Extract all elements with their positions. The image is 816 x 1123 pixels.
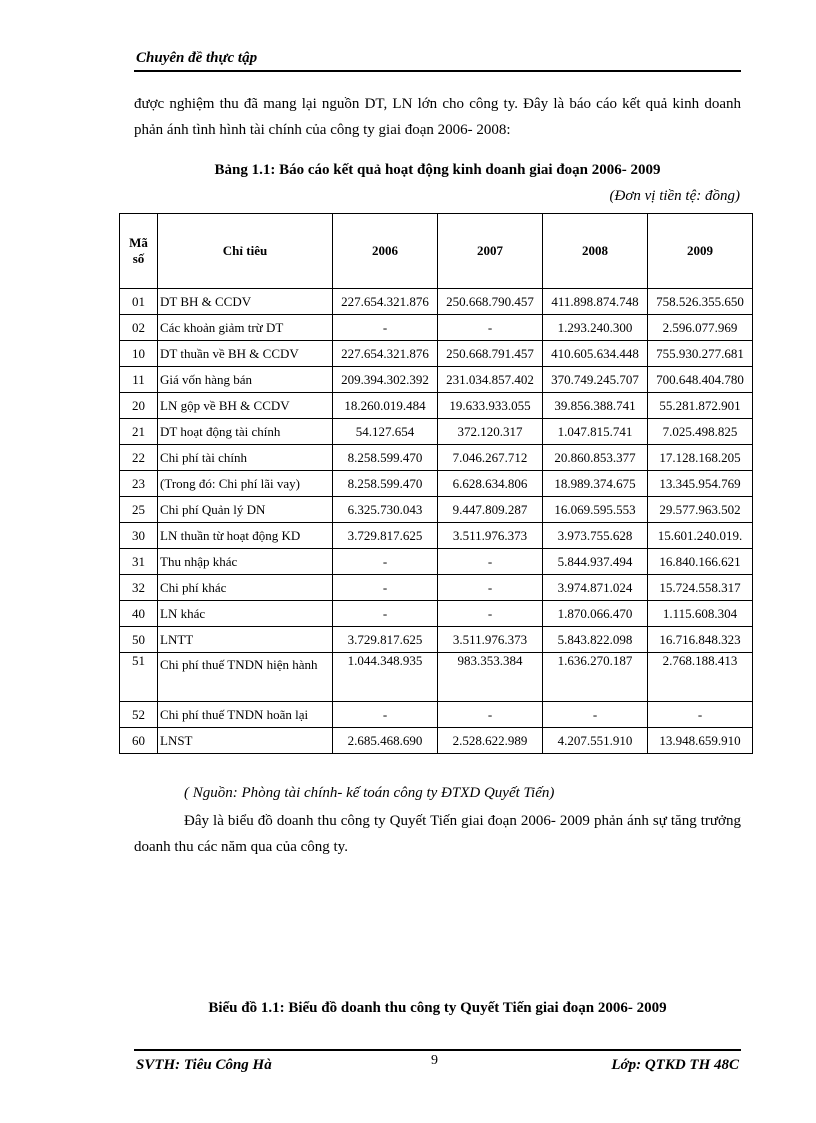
table-row <box>120 728 753 754</box>
table-row <box>120 497 753 523</box>
intro-paragraph: được nghiệm thu đã mang lại nguồn DT, LN lớn cho công ty. Đây là báo cáo kết quả kinh doanh phản ánh tình hình tài chính của công ty giai đoạn 2006- 2008: <box>134 96 741 138</box>
cell-value: 4.207.551.910 <box>543 728 648 754</box>
table-row <box>120 627 753 653</box>
cell-value: 370.749.245.707 <box>543 367 648 393</box>
cell-code: 50 <box>120 627 158 653</box>
cell-value: 3.511.976.373 <box>438 523 543 549</box>
cell-indicator: Giá vốn hàng bán <box>158 367 333 393</box>
cell-value: 5.843.822.098 <box>543 627 648 653</box>
cell-value: - <box>333 315 438 341</box>
cell-value: 3.729.817.625 <box>333 523 438 549</box>
cell-indicator: DT thuần về BH & CCDV <box>158 341 333 367</box>
table-row <box>120 419 753 445</box>
cell-value: 700.648.404.780 <box>648 367 753 393</box>
cell-indicator: (Trong đó: Chi phí lãi vay) <box>158 471 333 497</box>
cell-value: 250.668.791.457 <box>438 341 543 367</box>
cell-value: 209.394.302.392 <box>333 367 438 393</box>
cell-value: 231.034.857.402 <box>438 367 543 393</box>
cell-value: 54.127.654 <box>333 419 438 445</box>
cell-indicator: Các khoản giảm trừ DT <box>158 315 333 341</box>
table-row <box>120 523 753 549</box>
cell-code: 30 <box>120 523 158 549</box>
cell-code: 51 <box>120 653 158 702</box>
cell-value: 13.948.659.910 <box>648 728 753 754</box>
cell-indicator: LN gộp về BH & CCDV <box>158 393 333 419</box>
cell-value: 8.258.599.470 <box>333 471 438 497</box>
table-row <box>120 549 753 575</box>
cell-indicator: Chi phí khác <box>158 575 333 601</box>
cell-indicator: Chi phí thuế TNDN hiện hành <box>158 653 333 702</box>
cell-value: 1.044.348.935 <box>333 653 438 702</box>
cell-value: - <box>648 702 753 728</box>
cell-value: 758.526.355.650 <box>648 289 753 315</box>
cell-code: 21 <box>120 419 158 445</box>
cell-value: 2.768.188.413 <box>648 653 753 702</box>
cell-value: 55.281.872.901 <box>648 393 753 419</box>
table-row <box>120 393 753 419</box>
table-row <box>120 702 753 728</box>
cell-value: 7.025.498.825 <box>648 419 753 445</box>
cell-value: 372.120.317 <box>438 419 543 445</box>
cell-code: 11 <box>120 367 158 393</box>
cell-value: 9.447.809.287 <box>438 497 543 523</box>
table-row <box>120 471 753 497</box>
cell-code: 40 <box>120 601 158 627</box>
cell-indicator: LNST <box>158 728 333 754</box>
cell-value: 18.260.019.484 <box>333 393 438 419</box>
header-title: Chuyên đề thực tập <box>136 50 258 66</box>
cell-value: - <box>333 601 438 627</box>
cell-value: 227.654.321.876 <box>333 289 438 315</box>
cell-indicator: DT BH & CCDV <box>158 289 333 315</box>
table-row <box>120 601 753 627</box>
table-body <box>120 289 753 754</box>
cell-value: 411.898.874.748 <box>543 289 648 315</box>
cell-value: 16.069.595.553 <box>543 497 648 523</box>
cell-value: 1.870.066.470 <box>543 601 648 627</box>
table-row <box>120 445 753 471</box>
cell-value: 16.716.848.323 <box>648 627 753 653</box>
cell-value: - <box>438 315 543 341</box>
table-row <box>120 575 753 601</box>
cell-indicator: LN thuần từ hoạt động KD <box>158 523 333 549</box>
table-row <box>120 653 753 702</box>
page-footer <box>134 1049 741 1079</box>
header-2007: 2007 <box>438 214 543 289</box>
cell-value: - <box>438 575 543 601</box>
business-results-table <box>119 213 753 754</box>
table-row <box>120 315 753 341</box>
cell-code: 60 <box>120 728 158 754</box>
cell-value: - <box>333 549 438 575</box>
cell-indicator: Chi phí thuế TNDN hoãn lại <box>158 702 333 728</box>
cell-value: - <box>543 702 648 728</box>
table-caption: Bảng 1.1: Báo cáo kết quả hoạt động kinh doanh giai đoạn 2006- 2009 <box>214 162 661 178</box>
page-number: 9 <box>431 1053 438 1068</box>
cell-value: 755.930.277.681 <box>648 341 753 367</box>
cell-value: 410.605.634.448 <box>543 341 648 367</box>
cell-code: 32 <box>120 575 158 601</box>
cell-value: 15.724.558.317 <box>648 575 753 601</box>
cell-value: 19.633.933.055 <box>438 393 543 419</box>
chart-intro-paragraph: Đây là biểu đồ doanh thu công ty Quyết Tiến giai đoạn 2006- 2009 phản ánh sự tăng trưởng doanh thu các năm qua của công ty. <box>134 813 741 855</box>
cell-value: 250.668.790.457 <box>438 289 543 315</box>
cell-value: 6.628.634.806 <box>438 471 543 497</box>
cell-value: 3.973.755.628 <box>543 523 648 549</box>
cell-value: 17.128.168.205 <box>648 445 753 471</box>
cell-code: 22 <box>120 445 158 471</box>
cell-value: 3.729.817.625 <box>333 627 438 653</box>
cell-value: 39.856.388.741 <box>543 393 648 419</box>
cell-value: 2.596.077.969 <box>648 315 753 341</box>
cell-value: 1.047.815.741 <box>543 419 648 445</box>
cell-indicator: DT hoạt động tài chính <box>158 419 333 445</box>
cell-code: 10 <box>120 341 158 367</box>
cell-value: - <box>438 601 543 627</box>
cell-value: - <box>333 575 438 601</box>
cell-value: 1.293.240.300 <box>543 315 648 341</box>
cell-indicator: Chi phí tài chính <box>158 445 333 471</box>
cell-code: 25 <box>120 497 158 523</box>
chart-caption: Biểu đồ 1.1: Biểu đồ doanh thu công ty Quyết Tiến giai đoạn 2006- 2009 <box>208 1000 667 1016</box>
table-header-row <box>120 214 753 289</box>
table-row <box>120 341 753 367</box>
cell-code: 31 <box>120 549 158 575</box>
cell-code: 20 <box>120 393 158 419</box>
source-note: ( Nguồn: Phòng tài chính- kế toán công ty ĐTXD Quyết Tiến) <box>184 785 555 801</box>
header-2006: 2006 <box>333 214 438 289</box>
cell-value: 15.601.240.019. <box>648 523 753 549</box>
cell-value: 3.511.976.373 <box>438 627 543 653</box>
cell-indicator: LN khác <box>158 601 333 627</box>
footer-class: Lớp: QTKD TH 48C <box>611 1057 739 1073</box>
cell-value: 13.345.954.769 <box>648 471 753 497</box>
header-indicator: Chỉ tiêu <box>158 214 333 289</box>
cell-value: 6.325.730.043 <box>333 497 438 523</box>
footer-student: SVTH: Tiêu Công Hà <box>136 1057 272 1073</box>
cell-value: 29.577.963.502 <box>648 497 753 523</box>
cell-value: 16.840.166.621 <box>648 549 753 575</box>
cell-value: 18.989.374.675 <box>543 471 648 497</box>
table-row <box>120 367 753 393</box>
cell-value: 5.844.937.494 <box>543 549 648 575</box>
cell-indicator: Chi phí Quản lý DN <box>158 497 333 523</box>
cell-indicator: Thu nhập khác <box>158 549 333 575</box>
table-row <box>120 289 753 315</box>
cell-value: - <box>438 549 543 575</box>
cell-value: 2.685.468.690 <box>333 728 438 754</box>
cell-value: 1.636.270.187 <box>543 653 648 702</box>
cell-indicator: LNTT <box>158 627 333 653</box>
header-2009: 2009 <box>648 214 753 289</box>
header-2008: 2008 <box>543 214 648 289</box>
cell-value: 2.528.622.989 <box>438 728 543 754</box>
page-header <box>134 48 741 72</box>
cell-value: 20.860.853.377 <box>543 445 648 471</box>
cell-value: - <box>438 702 543 728</box>
cell-value: 3.974.871.024 <box>543 575 648 601</box>
cell-value: 983.353.384 <box>438 653 543 702</box>
cell-value: 7.046.267.712 <box>438 445 543 471</box>
currency-unit: (Đơn vị tiền tệ: đồng) <box>609 188 740 204</box>
cell-value: - <box>333 702 438 728</box>
cell-code: 52 <box>120 702 158 728</box>
cell-value: 8.258.599.470 <box>333 445 438 471</box>
cell-code: 23 <box>120 471 158 497</box>
cell-value: 227.654.321.876 <box>333 341 438 367</box>
header-code: Mã số <box>120 214 158 289</box>
cell-value: 1.115.608.304 <box>648 601 753 627</box>
cell-code: 01 <box>120 289 158 315</box>
cell-code: 02 <box>120 315 158 341</box>
